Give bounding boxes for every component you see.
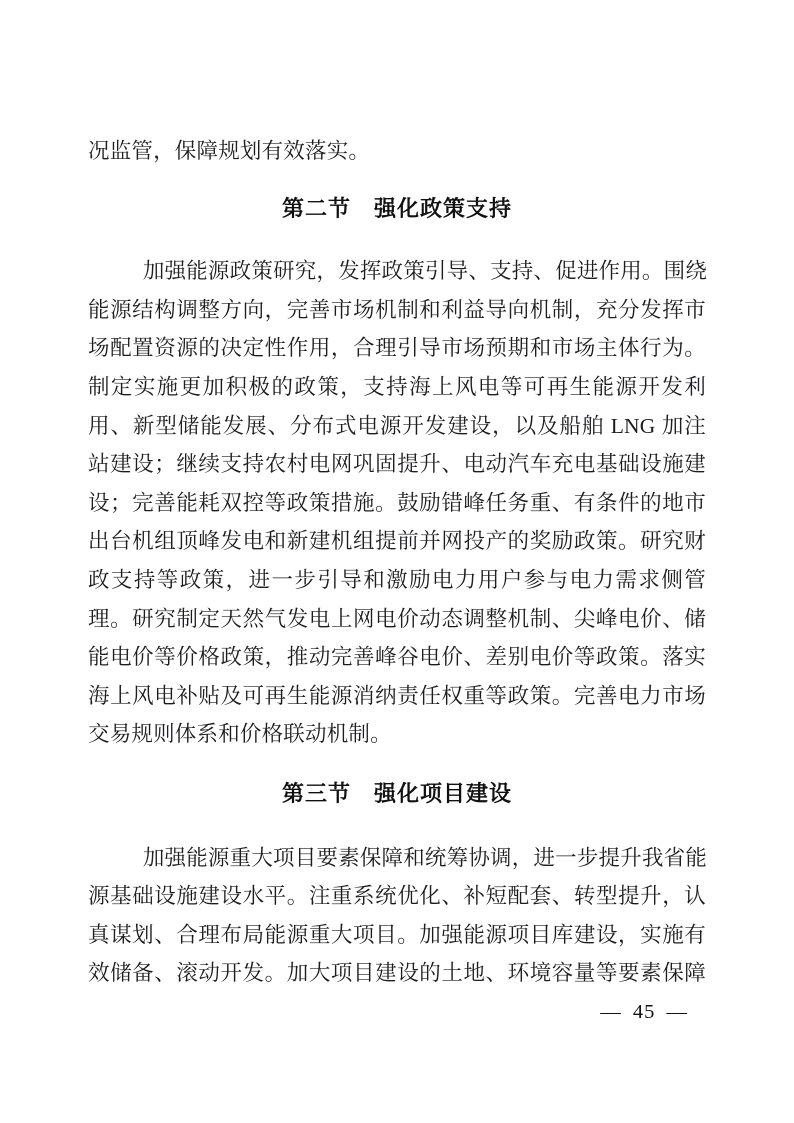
body-line: 理。研究制定天然气发电上网电价动态调整机制、尖峰电价、储 (88, 606, 706, 631)
body-line: 用、新型储能发展、分布式电源开发建设，以及船舶 LNG 加注 (88, 413, 706, 438)
body-line: 交易规则体系和价格联动机制。 (88, 722, 392, 747)
body-line: 能电价等价格政策，推动完善峰谷电价、差别电价等政策。落实 (88, 645, 706, 670)
body-line: 站建设；继续支持农村电网巩固提升、电动汽车充电基础设施建 (88, 452, 706, 477)
body-line: 加强能源重大项目要素保障和统筹协调，进一步提升我省能 (142, 845, 708, 870)
body-line: 源基础设施建设水平。注重系统优化、补短配套、转型提升，认 (88, 884, 706, 909)
section-heading: 第三节 强化项目建设 (281, 780, 512, 806)
body-line: 政支持等政策，进一步引导和激励电力用户参与电力需求侧管 (88, 567, 706, 592)
text-block (88, 132, 706, 993)
section-heading: 第二节 强化政策支持 (281, 195, 512, 221)
body-line: 海上风电补贴及可再生能源消纳责任权重等政策。完善电力市场 (88, 683, 706, 708)
page-number: — 45 — (600, 1001, 688, 1023)
sections-container (88, 190, 706, 993)
body-line: 制定实施更加积极的政策，支持海上风电等可再生能源开发利 (88, 374, 706, 399)
body-line: 设；完善能耗双控等政策措施。鼓励错峰任务重、有条件的地市 (88, 490, 706, 515)
body-line: 加强能源政策研究，发挥政策引导、支持、促进作用。围绕 (142, 259, 708, 284)
body-line: 场配置资源的决定性作用，合理引导市场预期和市场主体行为。 (88, 336, 706, 361)
body-line: 效储备、滚动开发。加大项目建设的土地、环境容量等要素保障 (88, 961, 706, 986)
body-line: 出台机组顶峰发电和新建机组提前并网投产的奖励政策。研究财 (88, 529, 706, 554)
body-line: 能源结构调整方向，完善市场机制和利益导向机制，充分发挥市 (88, 297, 706, 322)
continuation-line: 况监管，保障规划有效落实。 (88, 139, 371, 163)
body-line: 真谋划、合理布局能源重大项目。加强能源项目库建设，实施有 (88, 922, 706, 947)
